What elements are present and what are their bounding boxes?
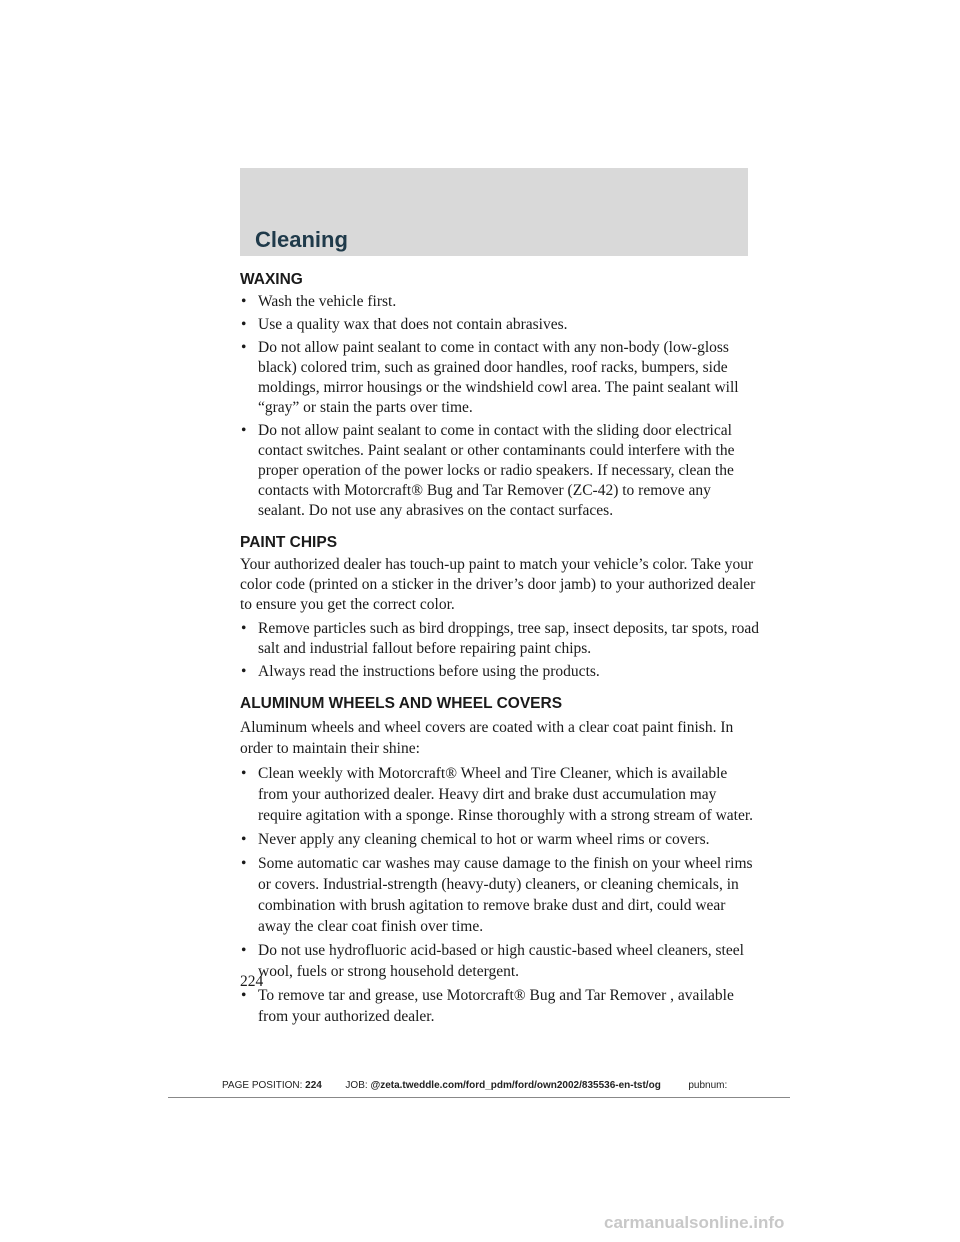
- list-item: • Never apply any cleaning chemical to hot or warm wheel rims or covers.: [241, 831, 710, 848]
- page-position-value: 224: [305, 1080, 322, 1091]
- heading-paint-chips: PAINT CHIPS: [240, 534, 338, 551]
- paint-chips-intro: Your authorized dealer has touch-up paint to match your vehicle’s color. Take your color code (printed on a sticker in the driver’s door jamb) to your authorized dealer to ensure you get the correct color.: [240, 556, 756, 613]
- list-item: • Use a quality wax that does not contain abrasives.: [241, 316, 568, 333]
- list-item: • Remove particles such as bird droppings, tree sap, insect deposits, tar spots, road salt and industrial fallout before repairing paint chips.: [241, 620, 760, 657]
- watermark: carmanualsonline.info: [604, 1213, 785, 1232]
- paint-chips-list: [240, 619, 760, 682]
- pubnum-label: pubnum:: [688, 1080, 728, 1091]
- list-item: • To remove tar and grease, use Motorcraft® Bug and Tar Remover , available from your authorized dealer.: [241, 987, 734, 1025]
- page-position-label: PAGE POSITION:: [222, 1080, 303, 1091]
- heading-waxing: WAXING: [240, 271, 303, 288]
- job-label: JOB:: [345, 1080, 368, 1091]
- list-item: • Do not use hydrofluoric acid-based or high caustic-based wheel cleaners, steel wool, fuels or strong household detergent.: [241, 942, 744, 980]
- heading-aluminum-wheels: ALUMINUM WHEELS AND WHEEL COVERS: [240, 695, 563, 712]
- list-item: • Some automatic car washes may cause damage to the finish on your wheel rims or covers. Industrial-strength (heavy-duty) cleaners, or cleaning chemicals, in combination with brush agitation to remove brake dust and dirt, could wear away the clear coat finish over time.: [241, 855, 753, 935]
- list-item: • Wash the vehicle first.: [241, 293, 397, 310]
- job-value: @zeta.tweddle.com/ford_pdm/ford/own2002/835536-en-tst/og: [370, 1080, 661, 1091]
- page-content: [240, 270, 760, 1027]
- list-item: • Always read the instructions before using the products.: [241, 663, 600, 680]
- print-footer: [222, 1079, 742, 1092]
- list-item: • Do not allow paint sealant to come in contact with any non-body (low-gloss black) colored trim, such as grained door handles, roof racks, bumpers, side moldings, mirror housings or the windshield cowl area. The paint sealant will “gray” or stain the parts over time.: [241, 339, 739, 416]
- section-title: Cleaning: [255, 227, 348, 252]
- aluminum-wheels-intro: Aluminum wheels and wheel covers are coated with a clear coat paint finish. In order to maintain their shine:: [240, 719, 734, 757]
- waxing-list: [240, 292, 760, 521]
- aluminum-wheels-list: [240, 763, 760, 1027]
- list-item: • Clean weekly with Motorcraft® Wheel and Tire Cleaner, which is available from your authorized dealer. Heavy dirt and brake dust accumulation may require agitation with a sponge. Rinse thoroughly with a strong stream of water.: [241, 765, 754, 824]
- footer-rule: [168, 1097, 790, 1098]
- list-item: • Do not allow paint sealant to come in contact with the sliding door electrical contact switches. Paint sealant or other contaminants could interfere with the proper operation of the power locks or radio speakers. If necessary, clean the contacts with Motorcraft® Bug and Tar Remover (ZC-42) to remove any sealant. Do not use any abrasives on the contact surfaces.: [241, 422, 735, 519]
- page-number: 224: [240, 973, 264, 990]
